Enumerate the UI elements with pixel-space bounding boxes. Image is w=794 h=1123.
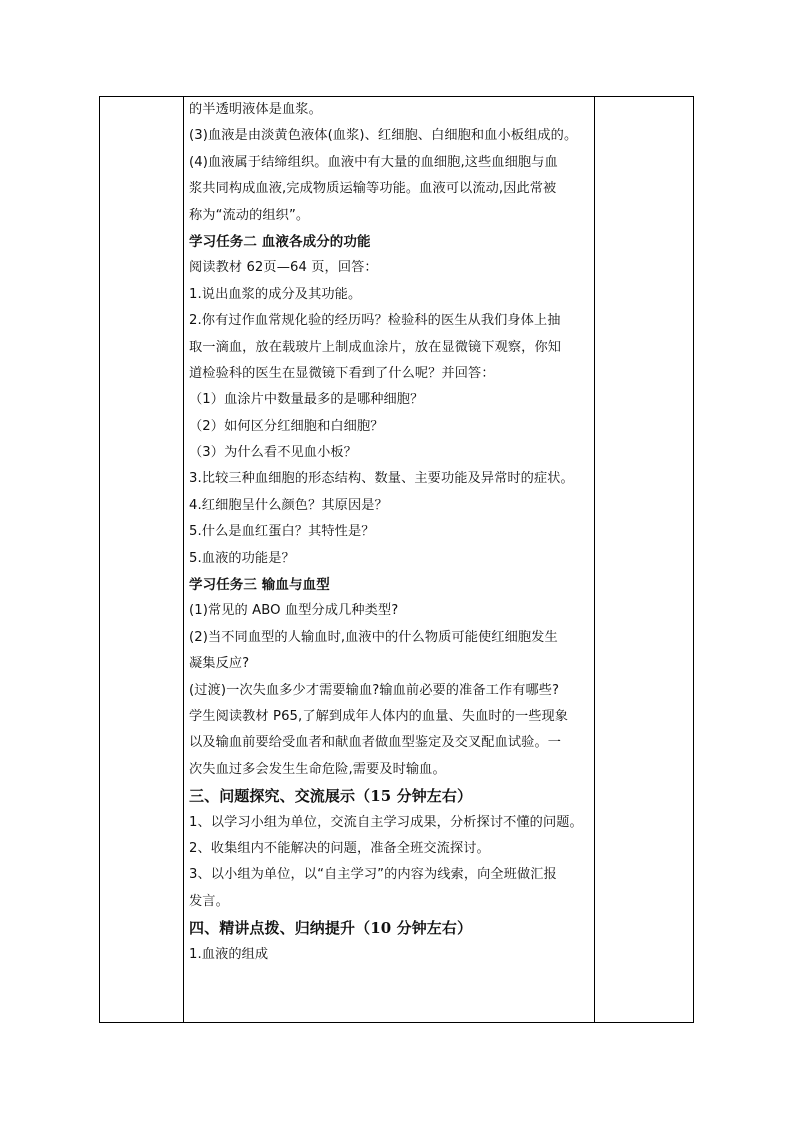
text-line: 发言。: [189, 893, 229, 909]
text-line: 5.血液的功能是？: [189, 550, 295, 566]
task-heading: 学习任务三 输血与血型: [189, 577, 330, 594]
text-line: 3、以小组为单位，以“自主学习”的内容为线索，向全班做汇报: [189, 867, 557, 883]
text-line: 1.说出血浆的成分及其功能。: [189, 286, 362, 302]
text-line: (过渡)一次失血多少才需要输血?输血前必要的准备工作有哪些?: [189, 682, 560, 698]
text-line: 道检验科的医生在显微镜下看到了什么呢？并回答：: [189, 365, 495, 381]
text-line: 1.血液的组成: [189, 946, 269, 962]
text-line: 2、收集组内不能解决的问题，准备全班交流探讨。: [189, 840, 490, 856]
lesson-plan-table: [99, 96, 694, 1023]
section-heading: 三、问题探究、交流展示（15 分钟左右）: [189, 787, 473, 806]
text-line: 阅读教材 62页—64 页，回答：: [189, 260, 378, 276]
task-heading: 学习任务二 血液各成分的功能: [189, 233, 371, 250]
text-line: （3）为什么看不见血小板？: [189, 445, 357, 461]
text-line: 次失血过多会发生生命危险,需要及时输血。: [189, 761, 446, 777]
text-line: 3.比较三种血细胞的形态结构、数量、主要功能及异常时的症状。: [189, 471, 574, 487]
text-line: 的半透明液体是血浆。: [189, 102, 322, 117]
text-line: （2）如何区分红细胞和白细胞？: [189, 418, 384, 434]
text-line: (2)当不同血型的人输血时,血液中的什么物质可能使红细胞发生: [189, 629, 558, 645]
text-line: 1、以学习小组为单位，交流自主学习成果，分析探讨不懂的问题。: [189, 814, 583, 830]
text-line: 凝集反应?: [189, 656, 250, 672]
content-cell: [186, 97, 596, 968]
text-line: 4.红细胞呈什么颜色？其原因是？: [189, 497, 388, 513]
text-line: 学生阅读教材 P65,了解到成年人体内的血量、失血时的一些现象: [189, 708, 569, 724]
text-line: 5.什么是血红蛋白？其特性是？: [189, 524, 375, 540]
text-line: (4)血液属于结缔组织。血液中有大量的血细胞,这些血细胞与血: [189, 154, 558, 170]
section-heading: 四、精讲点拨、归纳提升（10 分钟左右）: [189, 919, 473, 938]
table-divider-left: [183, 97, 184, 1022]
text-line: （1）血涂片中数量最多的是哪种细胞？: [189, 392, 424, 408]
text-line: 2.你有过作血常规化验的经历吗？检验科的医生从我们身体上抽: [189, 313, 561, 329]
text-line: 称为“流动的组织”。: [189, 207, 310, 223]
text-line: 以及输血前要给受血者和献血者做血型鉴定及交叉配血试验。一: [189, 735, 562, 751]
text-line: (3)血液是由淡黄色液体(血浆)、红细胞、白细胞和血小板组成的。: [189, 128, 578, 144]
text-line: 浆共同构成血液,完成物质运输等功能。血液可以流动,因此常被: [189, 181, 557, 197]
text-line: 取一滴血，放在载玻片上制成血涂片，放在显微镜下观察，你知: [189, 339, 562, 355]
text-line: (1)常见的 ABO 血型分成几种类型?: [189, 603, 399, 619]
